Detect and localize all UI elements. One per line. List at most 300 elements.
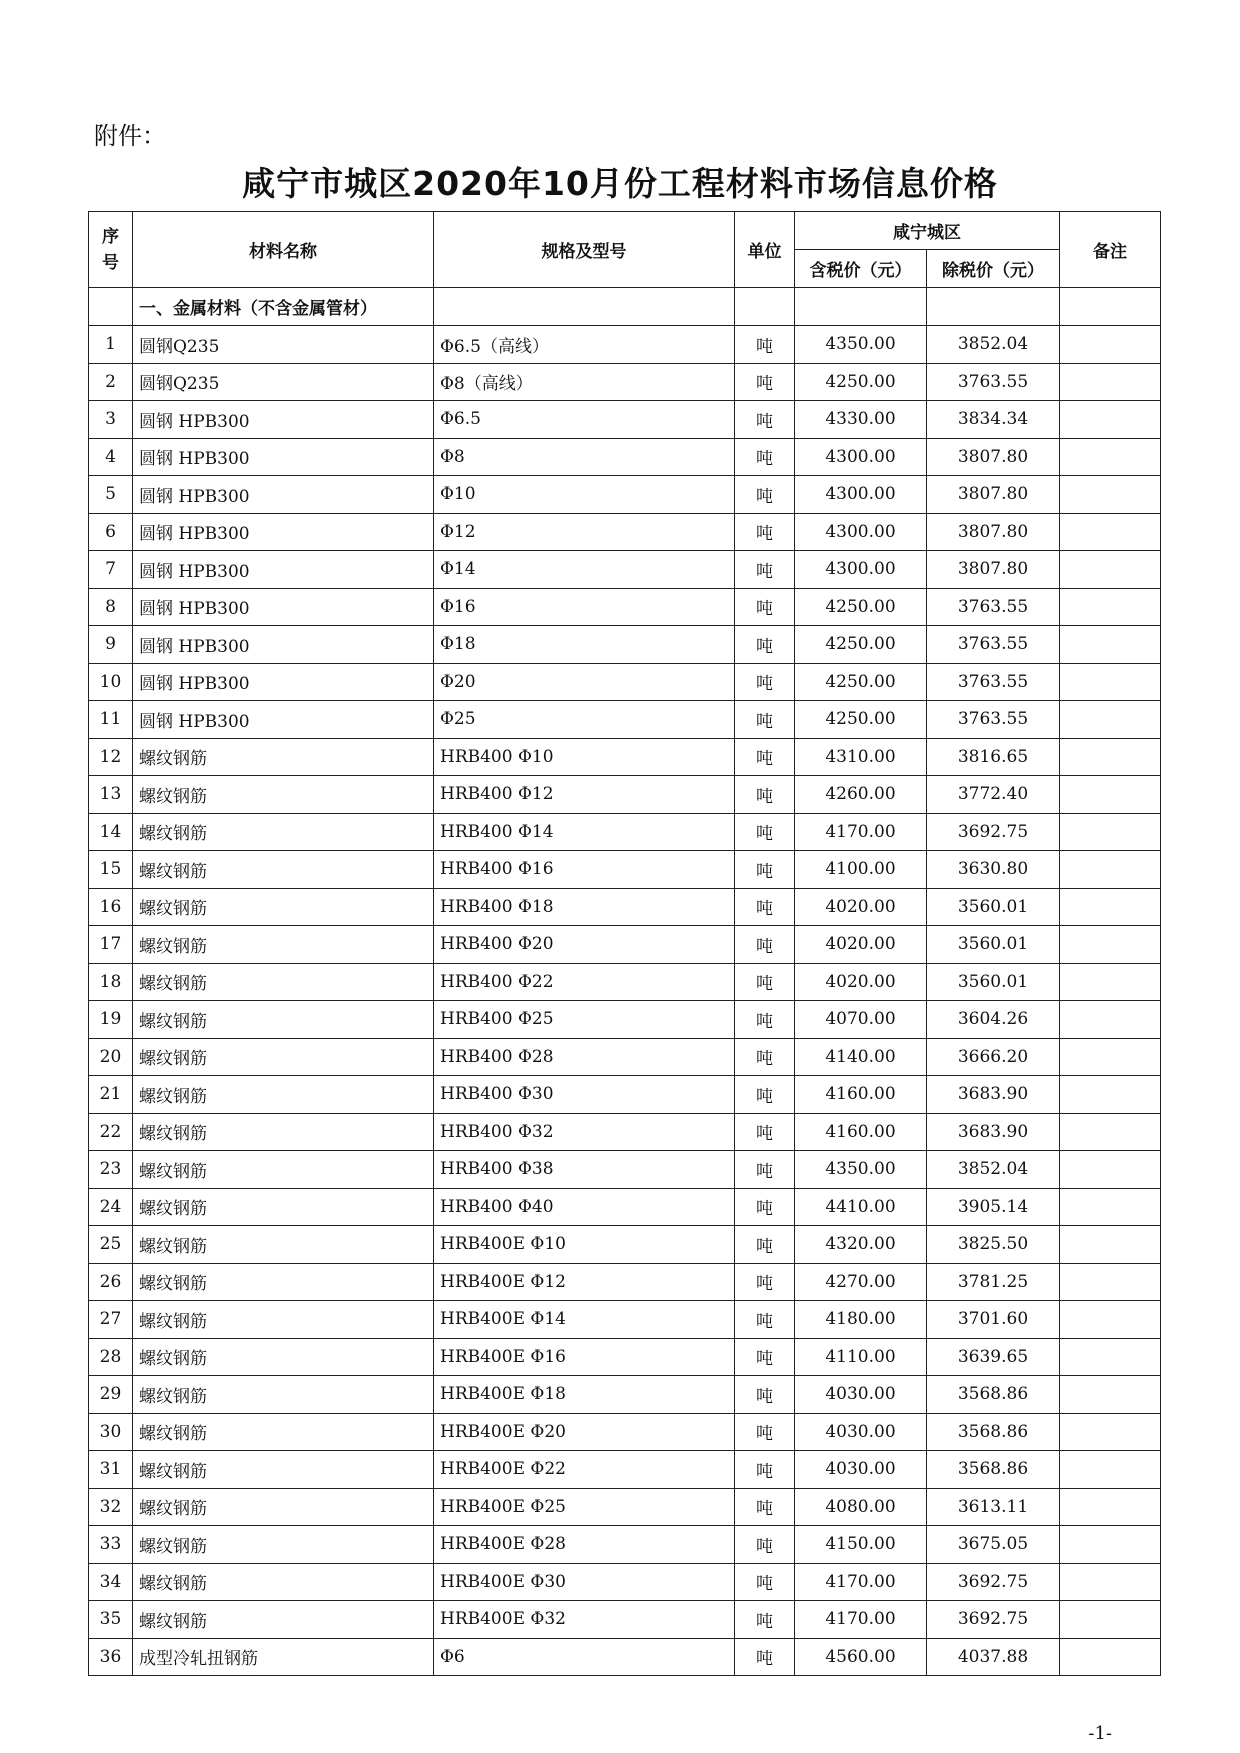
- material-name: 圆钢 HPB300: [133, 551, 434, 589]
- table-row: [89, 1451, 1161, 1489]
- material-name: 圆钢 HPB300: [133, 401, 434, 439]
- unit: 吨: [735, 738, 795, 776]
- unit: 吨: [735, 663, 795, 701]
- table-row: [89, 1038, 1161, 1076]
- note: [1060, 438, 1161, 476]
- table-row: [89, 438, 1161, 476]
- tax-inclusive-price: 4410.00: [795, 1188, 927, 1226]
- tax-inclusive-price: 4250.00: [795, 701, 927, 739]
- material-name: 螺纹钢筋: [133, 1263, 434, 1301]
- tax-inclusive-price: 4020.00: [795, 888, 927, 926]
- row-number: 21: [89, 1076, 133, 1114]
- material-name: 螺纹钢筋: [133, 1301, 434, 1339]
- table-row: [89, 626, 1161, 664]
- unit: 吨: [735, 926, 795, 964]
- unit: 吨: [735, 701, 795, 739]
- tax-exclusive-price: 3852.04: [927, 1151, 1060, 1189]
- tax-exclusive-price: 3560.01: [927, 888, 1060, 926]
- note: [1060, 888, 1161, 926]
- tax-exclusive-price: 3666.20: [927, 1038, 1060, 1076]
- tax-exclusive-price: 3763.55: [927, 626, 1060, 664]
- table-row: [89, 1413, 1161, 1451]
- row-number: 34: [89, 1563, 133, 1601]
- category-seq-cell: [89, 288, 133, 326]
- spec-model: Φ18: [434, 626, 735, 664]
- tax-exclusive-price: 3852.04: [927, 326, 1060, 364]
- note: [1060, 1488, 1161, 1526]
- row-number: 32: [89, 1488, 133, 1526]
- tax-inclusive-price: 4270.00: [795, 1263, 927, 1301]
- material-name: 螺纹钢筋: [133, 963, 434, 1001]
- spec-model: HRB400 Φ28: [434, 1038, 735, 1076]
- tax-inclusive-price: 4170.00: [795, 1563, 927, 1601]
- row-number: 17: [89, 926, 133, 964]
- tax-inclusive-price: 4030.00: [795, 1376, 927, 1414]
- unit: 吨: [735, 1151, 795, 1189]
- row-number: 25: [89, 1226, 133, 1264]
- note: [1060, 1001, 1161, 1039]
- note: [1060, 1413, 1161, 1451]
- note: [1060, 1638, 1161, 1676]
- spec-model: HRB400E Φ28: [434, 1526, 735, 1564]
- note: [1060, 551, 1161, 589]
- unit: 吨: [735, 513, 795, 551]
- table-row: [89, 1376, 1161, 1414]
- material-name: 螺纹钢筋: [133, 1188, 434, 1226]
- tax-inclusive-price: 4150.00: [795, 1526, 927, 1564]
- spec-model: HRB400E Φ14: [434, 1301, 735, 1339]
- header-unit: 单位: [735, 212, 795, 288]
- tax-exclusive-price: 3905.14: [927, 1188, 1060, 1226]
- material-name: 圆钢 HPB300: [133, 588, 434, 626]
- unit: 吨: [735, 1113, 795, 1151]
- header-seq: 序 号: [89, 212, 133, 288]
- table-row: [89, 776, 1161, 814]
- tax-exclusive-price: 3772.40: [927, 776, 1060, 814]
- unit: 吨: [735, 888, 795, 926]
- spec-model: HRB400E Φ12: [434, 1263, 735, 1301]
- unit: 吨: [735, 1263, 795, 1301]
- unit: 吨: [735, 1188, 795, 1226]
- tax-inclusive-price: 4110.00: [795, 1338, 927, 1376]
- unit: 吨: [735, 1526, 795, 1564]
- material-name: 圆钢Q235: [133, 326, 434, 364]
- note: [1060, 1076, 1161, 1114]
- spec-model: Φ10: [434, 476, 735, 514]
- spec-model: HRB400 Φ20: [434, 926, 735, 964]
- material-name: 螺纹钢筋: [133, 1413, 434, 1451]
- table-row: [89, 1488, 1161, 1526]
- row-number: 30: [89, 1413, 133, 1451]
- spec-model: HRB400 Φ18: [434, 888, 735, 926]
- document-title: 咸宁市城区2020年10月份工程材料市场信息价格: [242, 164, 998, 203]
- material-name: 圆钢 HPB300: [133, 663, 434, 701]
- table-row: [89, 926, 1161, 964]
- spec-model: HRB400 Φ16: [434, 851, 735, 889]
- spec-model: Φ6.5（高线）: [434, 326, 735, 364]
- unit: 吨: [735, 813, 795, 851]
- table-row: [89, 1001, 1161, 1039]
- tax-inclusive-price: 4300.00: [795, 513, 927, 551]
- unit: 吨: [735, 326, 795, 364]
- price-table: [88, 211, 1161, 1676]
- note: [1060, 926, 1161, 964]
- tax-inclusive-price: 4320.00: [795, 1226, 927, 1264]
- note: [1060, 626, 1161, 664]
- spec-model: Φ20: [434, 663, 735, 701]
- unit: 吨: [735, 1601, 795, 1639]
- tax-inclusive-price: 4300.00: [795, 551, 927, 589]
- table-row: [89, 551, 1161, 589]
- material-name: 螺纹钢筋: [133, 1151, 434, 1189]
- row-number: 13: [89, 776, 133, 814]
- row-number: 23: [89, 1151, 133, 1189]
- tax-exclusive-price: 3692.75: [927, 1601, 1060, 1639]
- unit: 吨: [735, 476, 795, 514]
- material-name: 圆钢 HPB300: [133, 626, 434, 664]
- row-number: 29: [89, 1376, 133, 1414]
- tax-exclusive-price: 3807.80: [927, 438, 1060, 476]
- unit: 吨: [735, 1413, 795, 1451]
- category-net-cell: [927, 288, 1060, 326]
- row-number: 27: [89, 1301, 133, 1339]
- material-name: 螺纹钢筋: [133, 1563, 434, 1601]
- material-name: 圆钢 HPB300: [133, 476, 434, 514]
- note: [1060, 588, 1161, 626]
- tax-inclusive-price: 4030.00: [795, 1413, 927, 1451]
- spec-model: HRB400E Φ20: [434, 1413, 735, 1451]
- tax-inclusive-price: 4300.00: [795, 438, 927, 476]
- header-note: 备注: [1060, 212, 1161, 288]
- tax-exclusive-price: 3825.50: [927, 1226, 1060, 1264]
- material-name: 螺纹钢筋: [133, 1601, 434, 1639]
- spec-model: HRB400 Φ30: [434, 1076, 735, 1114]
- row-number: 4: [89, 438, 133, 476]
- tax-exclusive-price: 3604.26: [927, 1001, 1060, 1039]
- note: [1060, 1038, 1161, 1076]
- tax-exclusive-price: 3763.55: [927, 701, 1060, 739]
- unit: 吨: [735, 588, 795, 626]
- table-row: [89, 513, 1161, 551]
- row-number: 22: [89, 1113, 133, 1151]
- note: [1060, 813, 1161, 851]
- note: [1060, 401, 1161, 439]
- spec-model: HRB400 Φ12: [434, 776, 735, 814]
- note: [1060, 1226, 1161, 1264]
- note: [1060, 1263, 1161, 1301]
- unit: 吨: [735, 438, 795, 476]
- material-name: 螺纹钢筋: [133, 813, 434, 851]
- row-number: 33: [89, 1526, 133, 1564]
- tax-exclusive-price: 3807.80: [927, 476, 1060, 514]
- table-row: [89, 363, 1161, 401]
- header-tax-price: 含税价（元）: [795, 250, 927, 288]
- spec-model: HRB400E Φ22: [434, 1451, 735, 1489]
- table-row: [89, 1113, 1161, 1151]
- note: [1060, 1376, 1161, 1414]
- table-row: [89, 1638, 1161, 1676]
- spec-model: Φ14: [434, 551, 735, 589]
- tax-exclusive-price: 3560.01: [927, 926, 1060, 964]
- unit: 吨: [735, 1451, 795, 1489]
- tax-inclusive-price: 4330.00: [795, 401, 927, 439]
- tax-exclusive-price: 3675.05: [927, 1526, 1060, 1564]
- row-number: 5: [89, 476, 133, 514]
- material-name: 螺纹钢筋: [133, 926, 434, 964]
- header-region: 咸宁城区: [795, 212, 1060, 250]
- note: [1060, 1113, 1161, 1151]
- unit: 吨: [735, 626, 795, 664]
- spec-model: HRB400 Φ10: [434, 738, 735, 776]
- tax-exclusive-price: 3630.80: [927, 851, 1060, 889]
- material-name: 螺纹钢筋: [133, 888, 434, 926]
- note: [1060, 851, 1161, 889]
- note: [1060, 1563, 1161, 1601]
- spec-model: HRB400E Φ30: [434, 1563, 735, 1601]
- table-row: [89, 1263, 1161, 1301]
- unit: 吨: [735, 776, 795, 814]
- unit: 吨: [735, 1226, 795, 1264]
- tax-inclusive-price: 4070.00: [795, 1001, 927, 1039]
- tax-exclusive-price: 3816.65: [927, 738, 1060, 776]
- table-row: [89, 663, 1161, 701]
- material-name: 螺纹钢筋: [133, 1526, 434, 1564]
- note: [1060, 701, 1161, 739]
- unit: 吨: [735, 963, 795, 1001]
- tax-inclusive-price: 4260.00: [795, 776, 927, 814]
- unit: 吨: [735, 1563, 795, 1601]
- note: [1060, 1188, 1161, 1226]
- tax-exclusive-price: 3692.75: [927, 813, 1060, 851]
- table-row: [89, 1076, 1161, 1114]
- header-net-price: 除税价（元）: [927, 250, 1060, 288]
- row-number: 14: [89, 813, 133, 851]
- row-number: 8: [89, 588, 133, 626]
- category-label: 一、金属材料（不含金属管材）: [133, 288, 434, 326]
- tax-exclusive-price: 3834.34: [927, 401, 1060, 439]
- table-row: [89, 1301, 1161, 1339]
- table-row: [89, 1151, 1161, 1189]
- row-number: 20: [89, 1038, 133, 1076]
- row-number: 24: [89, 1188, 133, 1226]
- header-material-name: 材料名称: [133, 212, 434, 288]
- tax-inclusive-price: 4180.00: [795, 1301, 927, 1339]
- tax-exclusive-price: 3692.75: [927, 1563, 1060, 1601]
- table-row: [89, 1526, 1161, 1564]
- row-number: 11: [89, 701, 133, 739]
- row-number: 15: [89, 851, 133, 889]
- tax-inclusive-price: 4160.00: [795, 1113, 927, 1151]
- unit: 吨: [735, 1301, 795, 1339]
- spec-model: Φ8（高线）: [434, 363, 735, 401]
- category-note-cell: [1060, 288, 1161, 326]
- material-name: 成型冷轧扭钢筋: [133, 1638, 434, 1676]
- unit: 吨: [735, 1076, 795, 1114]
- spec-model: HRB400E Φ10: [434, 1226, 735, 1264]
- tax-exclusive-price: 4037.88: [927, 1638, 1060, 1676]
- table-row: [89, 476, 1161, 514]
- category-spec-cell: [434, 288, 735, 326]
- category-tax-cell: [795, 288, 927, 326]
- note: [1060, 363, 1161, 401]
- tax-inclusive-price: 4170.00: [795, 813, 927, 851]
- material-name: 螺纹钢筋: [133, 1226, 434, 1264]
- table-row: [89, 401, 1161, 439]
- tax-inclusive-price: 4250.00: [795, 663, 927, 701]
- tax-inclusive-price: 4020.00: [795, 963, 927, 1001]
- tax-inclusive-price: 4080.00: [795, 1488, 927, 1526]
- spec-model: HRB400 Φ22: [434, 963, 735, 1001]
- unit: 吨: [735, 1376, 795, 1414]
- row-number: 9: [89, 626, 133, 664]
- category-unit-cell: [735, 288, 795, 326]
- material-name: 螺纹钢筋: [133, 1076, 434, 1114]
- header-row-1: [89, 212, 1161, 250]
- tax-inclusive-price: 4350.00: [795, 326, 927, 364]
- table-row: [89, 1563, 1161, 1601]
- material-name: 螺纹钢筋: [133, 1488, 434, 1526]
- unit: 吨: [735, 851, 795, 889]
- note: [1060, 1451, 1161, 1489]
- spec-model: Φ25: [434, 701, 735, 739]
- tax-inclusive-price: 4310.00: [795, 738, 927, 776]
- material-name: 螺纹钢筋: [133, 1451, 434, 1489]
- note: [1060, 476, 1161, 514]
- tax-exclusive-price: 3807.80: [927, 513, 1060, 551]
- tax-exclusive-price: 3807.80: [927, 551, 1060, 589]
- spec-model: Φ6: [434, 1638, 735, 1676]
- tax-exclusive-price: 3763.55: [927, 663, 1060, 701]
- row-number: 35: [89, 1601, 133, 1639]
- spec-model: HRB400E Φ18: [434, 1376, 735, 1414]
- note: [1060, 663, 1161, 701]
- tax-inclusive-price: 4030.00: [795, 1451, 927, 1489]
- category-row: [89, 288, 1161, 326]
- spec-model: HRB400 Φ25: [434, 1001, 735, 1039]
- note: [1060, 513, 1161, 551]
- material-name: 圆钢 HPB300: [133, 438, 434, 476]
- tax-inclusive-price: 4250.00: [795, 363, 927, 401]
- spec-model: Φ6.5: [434, 401, 735, 439]
- tax-exclusive-price: 3560.01: [927, 963, 1060, 1001]
- material-name: 圆钢 HPB300: [133, 701, 434, 739]
- tax-exclusive-price: 3639.65: [927, 1338, 1060, 1376]
- table-row: [89, 963, 1161, 1001]
- table-row: [89, 588, 1161, 626]
- table-row: [89, 738, 1161, 776]
- tax-inclusive-price: 4560.00: [795, 1638, 927, 1676]
- material-name: 螺纹钢筋: [133, 1038, 434, 1076]
- spec-model: HRB400 Φ32: [434, 1113, 735, 1151]
- tax-exclusive-price: 3701.60: [927, 1301, 1060, 1339]
- table-row: [89, 1188, 1161, 1226]
- tax-exclusive-price: 3763.55: [927, 363, 1060, 401]
- table-row: [89, 701, 1161, 739]
- tax-inclusive-price: 4350.00: [795, 1151, 927, 1189]
- spec-model: HRB400E Φ16: [434, 1338, 735, 1376]
- tax-exclusive-price: 3781.25: [927, 1263, 1060, 1301]
- table-row: [89, 813, 1161, 851]
- row-number: 12: [89, 738, 133, 776]
- tax-inclusive-price: 4300.00: [795, 476, 927, 514]
- row-number: 19: [89, 1001, 133, 1039]
- material-name: 螺纹钢筋: [133, 1001, 434, 1039]
- row-number: 3: [89, 401, 133, 439]
- row-number: 26: [89, 1263, 133, 1301]
- tax-inclusive-price: 4170.00: [795, 1601, 927, 1639]
- tax-exclusive-price: 3568.86: [927, 1451, 1060, 1489]
- tax-exclusive-price: 3568.86: [927, 1413, 1060, 1451]
- attachment-label: 附件：: [94, 122, 166, 150]
- spec-model: HRB400E Φ32: [434, 1601, 735, 1639]
- row-number: 7: [89, 551, 133, 589]
- tax-exclusive-price: 3568.86: [927, 1376, 1060, 1414]
- spec-model: Φ12: [434, 513, 735, 551]
- tax-exclusive-price: 3683.90: [927, 1113, 1060, 1151]
- material-name: 螺纹钢筋: [133, 851, 434, 889]
- tax-exclusive-price: 3683.90: [927, 1076, 1060, 1114]
- unit: 吨: [735, 401, 795, 439]
- row-number: 2: [89, 363, 133, 401]
- note: [1060, 963, 1161, 1001]
- tax-exclusive-price: 3763.55: [927, 588, 1060, 626]
- note: [1060, 326, 1161, 364]
- spec-model: HRB400 Φ38: [434, 1151, 735, 1189]
- tax-inclusive-price: 4140.00: [795, 1038, 927, 1076]
- tax-inclusive-price: 4250.00: [795, 626, 927, 664]
- material-name: 螺纹钢筋: [133, 738, 434, 776]
- row-number: 28: [89, 1338, 133, 1376]
- unit: 吨: [735, 1638, 795, 1676]
- table-row: [89, 326, 1161, 364]
- tax-exclusive-price: 3613.11: [927, 1488, 1060, 1526]
- material-name: 圆钢Q235: [133, 363, 434, 401]
- note: [1060, 1151, 1161, 1189]
- unit: 吨: [735, 363, 795, 401]
- table-row: [89, 888, 1161, 926]
- material-name: 圆钢 HPB300: [133, 513, 434, 551]
- row-number: 1: [89, 326, 133, 364]
- note: [1060, 1301, 1161, 1339]
- table-row: [89, 1226, 1161, 1264]
- tax-inclusive-price: 4160.00: [795, 1076, 927, 1114]
- tax-inclusive-price: 4250.00: [795, 588, 927, 626]
- row-number: 18: [89, 963, 133, 1001]
- note: [1060, 1601, 1161, 1639]
- row-number: 10: [89, 663, 133, 701]
- material-name: 螺纹钢筋: [133, 1338, 434, 1376]
- row-number: 16: [89, 888, 133, 926]
- table-row: [89, 1338, 1161, 1376]
- spec-model: HRB400 Φ40: [434, 1188, 735, 1226]
- tax-inclusive-price: 4020.00: [795, 926, 927, 964]
- row-number: 31: [89, 1451, 133, 1489]
- row-number: 36: [89, 1638, 133, 1676]
- note: [1060, 776, 1161, 814]
- tax-inclusive-price: 4100.00: [795, 851, 927, 889]
- note: [1060, 738, 1161, 776]
- material-name: 螺纹钢筋: [133, 1113, 434, 1151]
- material-name: 螺纹钢筋: [133, 1376, 434, 1414]
- spec-model: Φ8: [434, 438, 735, 476]
- material-name: 螺纹钢筋: [133, 776, 434, 814]
- note: [1060, 1338, 1161, 1376]
- unit: 吨: [735, 551, 795, 589]
- spec-model: HRB400E Φ25: [434, 1488, 735, 1526]
- unit: 吨: [735, 1338, 795, 1376]
- table-row: [89, 1601, 1161, 1639]
- row-number: 6: [89, 513, 133, 551]
